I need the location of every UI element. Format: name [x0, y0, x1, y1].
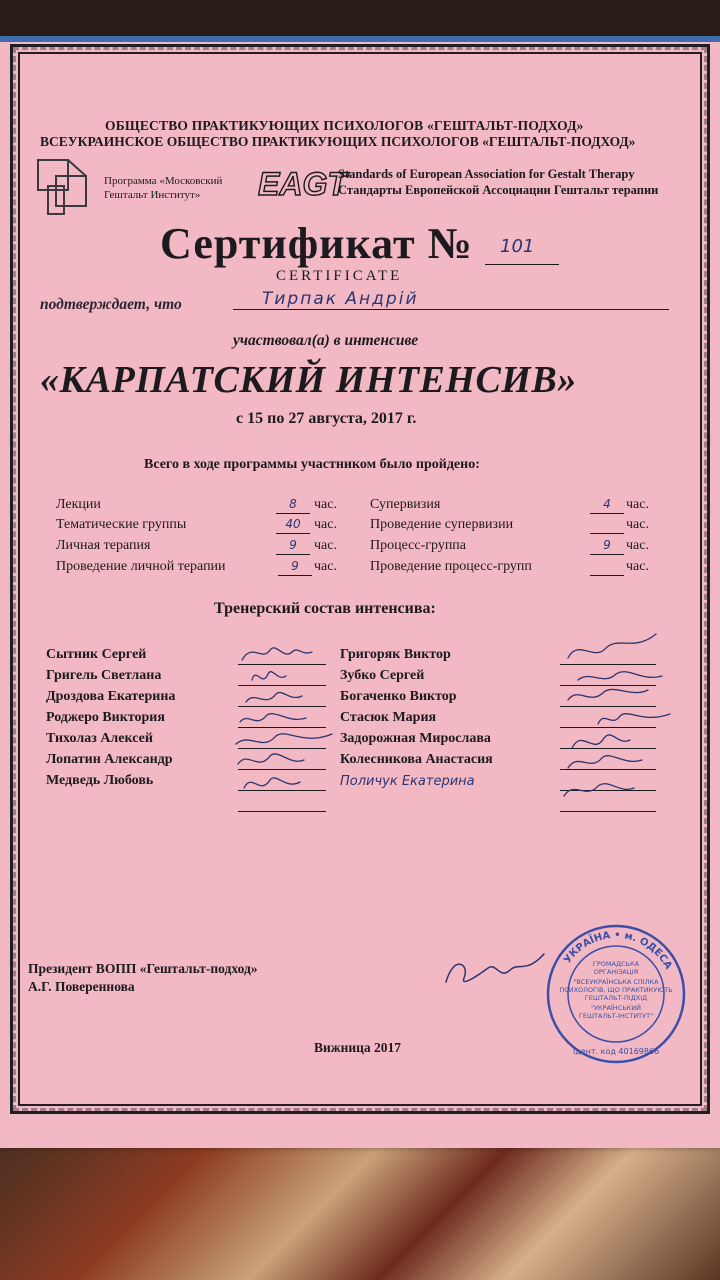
- signature-mark: [246, 692, 302, 702]
- program-label: [104, 174, 222, 202]
- seal-code: Ідент. код 40169866: [572, 1047, 660, 1056]
- hours-value: [590, 559, 624, 576]
- president-name: А.Г. Повереннова: [28, 979, 135, 994]
- number-underline: [485, 264, 559, 265]
- trainer-name: Медведь Любовь: [46, 773, 154, 788]
- official-seal-icon: [540, 922, 692, 1066]
- trainer-name: Лопатин Александр: [46, 752, 173, 767]
- participated-label: участвовал(а) в интенсиве: [233, 332, 419, 349]
- event-dates: с 15 по 27 августа, 2017 г.: [236, 410, 417, 427]
- seal-arc-text: УКРАЇНА • м. ОДЕСА: [562, 929, 674, 972]
- signature-mark: [564, 784, 634, 796]
- recipient-name: Тирпак Андрій: [262, 289, 419, 309]
- trainers-heading: Тренерский состав интенсива:: [214, 600, 436, 617]
- trainer-name: Зубко Сергей: [340, 668, 425, 683]
- hours-unit: час.: [626, 497, 649, 512]
- seal-line: ГРОМАДСЬКА: [592, 960, 640, 968]
- hours-value: 40: [276, 517, 310, 534]
- hours-label: Проведение процесс-групп: [370, 559, 532, 574]
- seal-line: ГЕШТАЛЬТ-ПІДХІД: [584, 994, 648, 1002]
- trainer-name: Богаченко Виктор: [340, 689, 457, 704]
- signature-mark: [578, 672, 662, 680]
- president-title: Президент ВОПП «Гештальт-подход»: [28, 961, 258, 976]
- trainer-name: Стасюк Мария: [340, 710, 437, 725]
- trainer-name: Григоряк Виктор: [340, 647, 451, 662]
- hours-label: Лекции: [56, 497, 101, 512]
- hours-unit: час.: [314, 559, 337, 574]
- hours-label: Проведение супервизии: [370, 517, 514, 532]
- seal-line: ПСИХОЛОГІВ, ЩО ПРАКТИКУЮТЬ: [559, 986, 673, 994]
- event-title: «КАРПАТСКИЙ ИНТЕНСИВ»: [40, 359, 577, 401]
- eagt-line1: Standards of European Association for Gestalt Therapy: [338, 167, 635, 181]
- hours-unit: час.: [314, 517, 337, 532]
- seal-line: "УКРАЇНСЬКИЙ: [590, 1004, 642, 1012]
- signature-mark: [242, 648, 312, 660]
- trainer-name: Тихолаз Алексей: [46, 731, 153, 746]
- hours-value: 9: [276, 538, 310, 555]
- eagt-logo-text: EAGT: [258, 166, 347, 202]
- eagt-line2: Стандарты Европейской Ассоциации Гештальт терапии: [338, 183, 659, 197]
- signature-mark: [568, 689, 648, 700]
- trainer-name: Задорожная Мирослава: [340, 731, 491, 746]
- signature-mark: [568, 634, 656, 658]
- signature-mark: [236, 734, 332, 744]
- seal-line: "ВСЕУКРАЇНСЬКА СПІЛКА: [573, 978, 659, 986]
- hours-value: 4: [590, 497, 624, 514]
- seal-line: ОРГАНІЗАЦІЯ: [593, 968, 639, 976]
- hours-label: Супервизия: [370, 497, 441, 512]
- hours-value: 9: [590, 538, 624, 555]
- program-line1: Программа «Московский: [104, 175, 223, 187]
- signature-mark: [240, 714, 306, 722]
- trainer-signatures-right: [538, 628, 678, 812]
- hours-value: 9: [278, 559, 312, 576]
- president-signature: [440, 944, 550, 994]
- signature-mark: [598, 714, 670, 724]
- table-surface: [0, 1140, 720, 1280]
- hours-label: Личная терапия: [56, 538, 151, 553]
- recipient-underline: [233, 309, 669, 310]
- confirms-label: подтверждает, что: [40, 296, 182, 313]
- certificate-subtitle: CERTIFICATE: [276, 268, 403, 284]
- signature-mark: [238, 754, 304, 764]
- signature-mark: [244, 778, 300, 788]
- hours-unit: час.: [626, 517, 649, 532]
- president-block: [28, 960, 258, 996]
- seal-line: ГЕШТАЛЬТ-ІНСТИТУТ": [578, 1012, 654, 1020]
- signature-mark: [446, 954, 544, 982]
- place-and-year: Вижница 2017: [314, 1040, 402, 1055]
- trainer-name: Роджеро Виктория: [46, 710, 165, 725]
- hours-label: Тематические группы: [56, 517, 187, 532]
- hours-unit: час.: [314, 497, 337, 512]
- signature-mark: [572, 735, 630, 748]
- hours-unit: час.: [626, 538, 649, 553]
- paper-edge: [0, 36, 720, 42]
- certificate-number: 101: [500, 236, 535, 257]
- gestalt-logo-icon: [34, 156, 94, 220]
- certificate-title: Сертификат №: [160, 219, 473, 268]
- program-line2: Гештальт Институт»: [104, 189, 201, 201]
- hours-unit: час.: [314, 538, 337, 553]
- hours-value: 8: [276, 497, 310, 514]
- org-name-line1: ОБЩЕСТВО ПРАКТИКУЮЩИХ ПСИХОЛОГОВ «ГЕШТАЛЬТ-ПОДХОД»: [105, 118, 584, 133]
- signature-mark: [568, 756, 642, 768]
- eagt-standards: [338, 166, 658, 198]
- hours-unit: час.: [626, 559, 649, 574]
- eagt-logo-icon: [256, 164, 347, 202]
- hours-label: Процесс-группа: [370, 538, 467, 553]
- trainer-signatures-left: [232, 632, 342, 812]
- trainer-name: Дроздова Екатерина: [46, 689, 176, 704]
- trainer-name: Колесникова Анастасия: [340, 752, 493, 767]
- hours-heading: Всего в ходе программы участником было пройдено:: [144, 457, 480, 472]
- hours-value: [590, 517, 624, 534]
- hours-label: Проведение личной терапии: [56, 559, 226, 574]
- trainer-name: Сытник Сергей: [46, 647, 147, 662]
- handwritten-trainer-name: Поличук Екатерина: [340, 774, 475, 789]
- signature-mark: [252, 672, 286, 680]
- org-name-line2: ВСЕУКРАИНСКОЕ ОБЩЕСТВО ПРАКТИКУЮЩИХ ПСИХОЛОГОВ «ГЕШТАЛЬТ-ПОДХОД»: [40, 134, 636, 149]
- trainer-name: Григель Светлана: [46, 668, 162, 683]
